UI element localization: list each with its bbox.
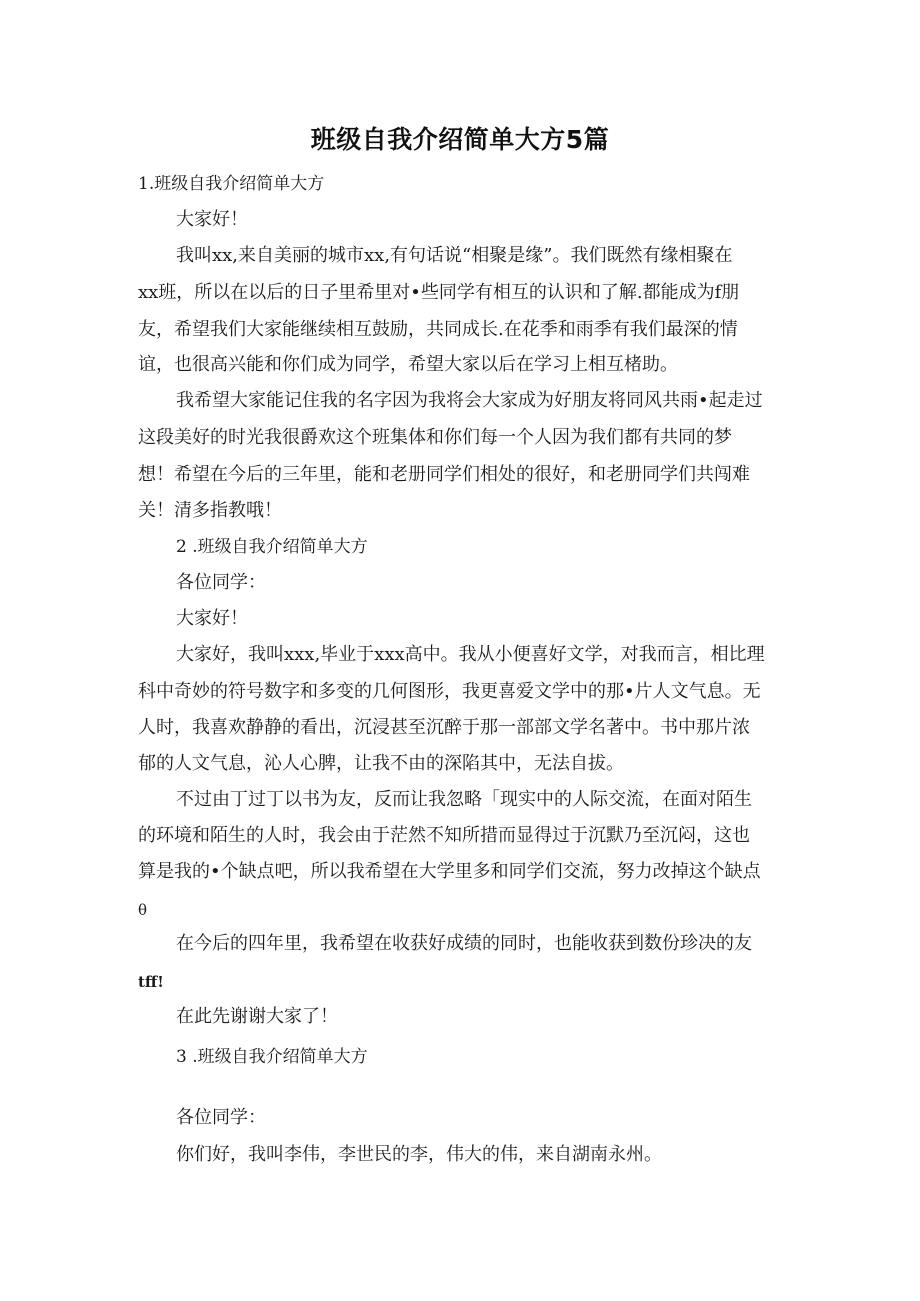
paragraph-line: tff! bbox=[138, 973, 164, 991]
paragraph-line: 不过由丁过丁以书为友，反而让我忽略「现实中的人际交流，在面对陌生 bbox=[176, 789, 752, 810]
paragraph-line: 关！清多指教哦！ bbox=[138, 500, 282, 521]
paragraph-line: 郁的人文气息，沁人心脾，让我不由的深陷其中，无法自拔。 bbox=[138, 753, 624, 774]
paragraph-line: θ bbox=[138, 901, 148, 919]
paragraph-line: 我希望大家能记住我的名字因为我将会大家成为好朋友将同风共雨•起走过 bbox=[176, 390, 763, 411]
paragraph-line: xx班，所以在以后的日子里希里对•些同学有相互的认识和了解.都能成为f朋 bbox=[138, 282, 740, 303]
paragraph-line: 在此先谢谢大家了！ bbox=[176, 1006, 338, 1027]
paragraph-line: 的环境和陌生的人时，我会由于茫然不知所措而显得过于沉默乃至沉闷，这也 bbox=[138, 825, 750, 846]
paragraph-line: 大家好！ bbox=[176, 608, 248, 629]
section-heading: 3 .班级自我介绍简单大方 bbox=[176, 1047, 368, 1067]
paragraph-line: 各位同学： bbox=[176, 572, 266, 593]
paragraph-line: 大家好，我叫xxx,毕业于xxx高中。我从小便喜好文学，对我而言，相比理 bbox=[176, 644, 765, 665]
paragraph-line: 科中奇妙的符号数字和多变的几何图形，我更喜爱文学中的那•片人文气息。无 bbox=[138, 681, 761, 702]
section-heading: 2 .班级自我介绍简单大方 bbox=[176, 537, 368, 557]
paragraph-line: 在今后的四年里，我希望在收获好成绩的同时，也能收获到数份珍决的友 bbox=[176, 933, 752, 954]
paragraph-line: 算是我的•个缺点吧，所以我希望在大学里多和同学们交流，努力改掉这个缺点 bbox=[138, 861, 761, 882]
section-heading: 1.班级自我介绍简单大方 bbox=[138, 174, 325, 194]
paragraph-line: 大家好！ bbox=[176, 209, 248, 230]
paragraph-line: 我叫xx,来自美丽的城市xx,有句话说“相聚是缘”。我们既然有缘相聚在 bbox=[176, 245, 733, 266]
paragraph-line: 想！希望在今后的三年里，能和老册同学们相处的很好，和老册同学们共闯难 bbox=[138, 464, 750, 485]
paragraph-line: 这段美好的时光我很爵欢这个班集体和你们每一个人因为我们都有共同的梦 bbox=[138, 427, 732, 448]
paragraph-line: 谊，也很高兴能和你们成为同学，希望大家以后在学习上相互楮助。 bbox=[138, 354, 678, 375]
paragraph-line: 你们好，我叫李伟，李世民的李，伟大的伟，来自湖南永州。 bbox=[176, 1144, 662, 1165]
document-title: 班级自我介绍简单大方5篇 bbox=[310, 125, 610, 154]
paragraph-line: 人时，我喜欢静静的看出，沉浸甚至沉醉于那一部部文学名著中。书中那片浓 bbox=[138, 717, 750, 738]
paragraph-line: 友，希望我们大家能继续相互鼓励，共同成长.在花季和雨季有我们最深的情 bbox=[138, 319, 738, 340]
paragraph-line: 各位同学： bbox=[176, 1107, 266, 1128]
